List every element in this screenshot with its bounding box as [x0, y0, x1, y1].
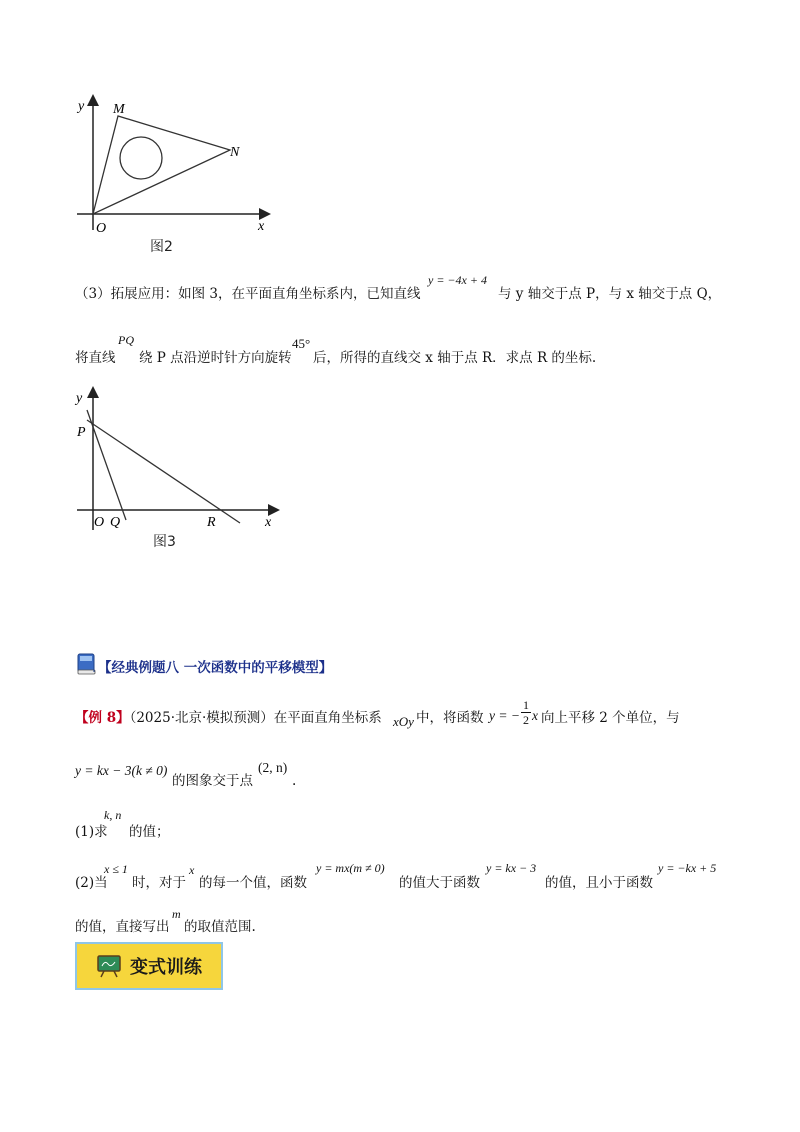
point-p-label: P: [77, 425, 86, 440]
blackboard-icon: [96, 954, 122, 978]
question2-f2: y = kx − 3: [486, 861, 537, 875]
question2-d: 的值大于函数: [399, 875, 480, 891]
y-axis-label: y: [76, 391, 83, 406]
question2-b: 时，对于: [132, 875, 186, 891]
question1-vars: k, n: [104, 808, 122, 822]
fraction-denominator: 2: [523, 713, 529, 727]
line-pr: [87, 420, 240, 523]
figure-3-caption: 图3: [153, 534, 176, 550]
question2-c: 的每一个值，函数: [199, 875, 307, 891]
part3-line1-suffix: 与 y 轴交于点 P，与 x 轴交于点 Q，: [498, 286, 722, 302]
fraction-numerator: 1: [523, 698, 529, 712]
question2-line2-b: 的取值范围.: [184, 919, 256, 935]
point-r-label: R: [207, 515, 216, 530]
origin-label: O: [94, 515, 105, 530]
example-tag: 【例 8】: [75, 710, 130, 726]
section-heading: 【经典例题八 一次函数中的平移模型】: [98, 660, 333, 676]
part3-pq: PQ: [118, 333, 134, 347]
example8-line2-func: y = kx − 3(k ≠ 0): [75, 763, 168, 778]
x-axis-label: x: [258, 219, 265, 234]
question2-line2-a: 的值，直接写出: [75, 919, 170, 935]
part3-line1-prefix: （3）拓展应用：如图 3，在平面直角坐标系内，已知直线: [75, 286, 421, 302]
example8-line1: [75, 708, 382, 728]
example8-line2-end: .: [292, 773, 297, 789]
question2-x: x: [189, 863, 195, 877]
question2-cond: x ≤ 1: [104, 862, 128, 876]
example8-func-lhs: y = −: [489, 708, 520, 723]
question2-m: m: [172, 907, 181, 921]
question2-f3: y = −kx + 5: [658, 861, 717, 875]
origin-label: O: [96, 221, 107, 236]
example8-line1-b: 中，将函数: [416, 710, 484, 726]
example8-line2-a: 的图象交于点: [172, 773, 253, 789]
question2-f1: y = mx(m ≠ 0): [316, 861, 385, 875]
part3-line1-formula: y = −4x + 4: [428, 273, 487, 287]
point-m-label: M: [113, 102, 125, 117]
question1-prefix: (1)求: [75, 824, 108, 840]
example8-source: （2025·北京·模拟预测）在平面直角坐标系: [129, 710, 382, 726]
example8-line1-c: 向上平移 2 个单位，与: [541, 710, 680, 726]
part3-angle: 45°: [292, 336, 311, 351]
book-icon: [75, 652, 99, 676]
question2-a: (2)当: [75, 875, 108, 891]
point-n-label: N: [230, 145, 240, 160]
part3-line2-prefix: 将直线: [75, 350, 116, 366]
example8-xoy: xOy: [393, 714, 414, 729]
y-axis-label: y: [78, 99, 85, 114]
figure-3: [60, 380, 300, 540]
part3-line2-suffix: 后，所得的直线交 x 轴于点 R．求点 R 的坐标.: [313, 350, 597, 366]
practice-button[interactable]: [75, 942, 223, 990]
example8-point: (2, n): [258, 760, 288, 775]
part3-line2-mid: 绕 P 点沿逆时针方向旋转: [139, 350, 292, 366]
x-axis-label: x: [265, 515, 272, 530]
practice-button-label: 变式训练: [130, 957, 202, 978]
question1-suffix: 的值；: [129, 824, 170, 840]
figure-2: [60, 90, 300, 265]
example8-func-x: x: [532, 708, 538, 723]
inscribed-circle: [120, 137, 162, 179]
triangle-omn: [93, 116, 230, 214]
figure-2-caption: 图2: [150, 239, 173, 255]
point-q-label: Q: [110, 515, 121, 530]
example8-fraction: [521, 698, 531, 727]
question2-e: 的值，且小于函数: [545, 875, 653, 891]
